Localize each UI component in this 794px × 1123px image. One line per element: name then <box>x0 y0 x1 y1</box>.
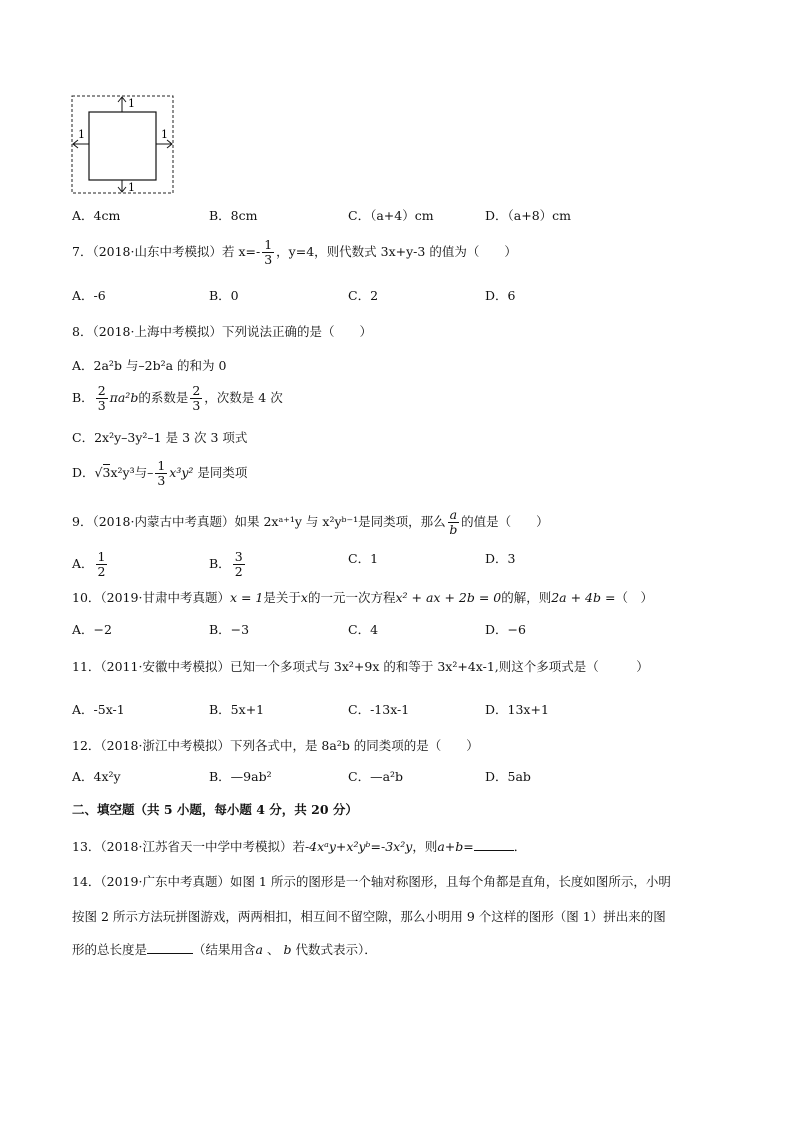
q12-option-b: B．—9ab² <box>209 769 272 784</box>
q8-option-a: A．2a²b 与–2b²a 的和为 0 <box>72 358 227 373</box>
q11-stem: 11．（2011·安徽中考模拟）已知一个多项式与 3x²+9x 的和等于 3x²+4x-1,则这个多项式是（ ） <box>72 659 649 674</box>
q10-options <box>72 621 632 639</box>
q13-answer-blank[interactable] <box>474 838 514 851</box>
q10-option-c: C．4 <box>348 622 379 637</box>
q12-stem: 12．（2018·浙江中考模拟）下列各式中，是 8a²b 的同类项的是（ ） <box>72 738 479 753</box>
q14-line-1: 14．（2019·广东中考真题）如图 1 所示的图形是一个轴对称图形，且每个角都是直角，长度如图所示，小明 <box>72 874 671 889</box>
q13-stem: 13．（2018·江苏省天一中学中考模拟）若-4xᵃy+x²yᵇ=-3x²y，则a+b= ． <box>72 839 527 854</box>
q9-option-a: A． $\frac{1}{2}$ <box>72 549 106 579</box>
q7-option-a: A．-6 <box>72 288 106 303</box>
q14-line-3: 形的总长度是 （结果用含a 、 b 代数式表示）． <box>72 942 377 957</box>
q6-option-a: A．4cm <box>72 208 121 223</box>
inner-square <box>89 112 156 180</box>
figure-label-right: 1 <box>161 128 168 141</box>
q6-option-d: D．（a+8）cm <box>485 208 572 223</box>
q11-option-b: B．5x+1 <box>209 702 265 717</box>
q10-option-a: A．−2 <box>72 622 112 637</box>
q8-option-c: C．2x²y–3y²–1 是 3 次 3 项式 <box>72 430 248 445</box>
q9-stem: 9．（2018·内蒙古中考真题）如果 2xᵃ⁺¹y 与 x²yᵇ⁻¹是同类项，那么 $\frac{a}{b}$ 的值是（ ） <box>72 507 549 537</box>
q6-option-c: C．（a+4）cm <box>348 208 434 223</box>
q12-option-c: C．—a²b <box>348 769 404 784</box>
q7-option-c: C．2 <box>348 288 379 303</box>
figure-label-bottom: 1 <box>128 181 135 194</box>
q14-line-2: 按图 2 所示方法玩拼图游戏，两两相扣，相互间不留空隙，那么小明用 9 个这样的图形（图 1）拼出来的图 <box>72 909 666 924</box>
q9-options <box>72 550 632 586</box>
q8-option-b: B． $\frac{2}{3}$ πa²b的系数是 $\frac{2}{3}$ ，次数是 4 次 <box>72 383 283 413</box>
q11-option-d: D．13x+1 <box>485 702 549 717</box>
q12-option-d: D．5ab <box>485 769 531 784</box>
q11-option-c: C．-13x-1 <box>348 702 410 717</box>
q7-stem: 7．（2018·山东中考模拟）若 x=- $\frac{1}{3}$ ，y=4，则代数式 3x+y-3 的值为（ ） <box>72 237 517 267</box>
q9-option-b: B． $\frac{3}{2}$ <box>209 549 243 579</box>
q10-option-b: B．−3 <box>209 622 250 637</box>
q12-options <box>72 768 632 786</box>
q7-option-d: D．6 <box>485 288 516 303</box>
section-heading-fill-in: 二、填空题（共 5 小题，每小题 4 分，共 20 分） <box>72 802 358 817</box>
q7-options <box>72 287 632 305</box>
q9-option-d: D．3 <box>485 551 516 566</box>
q14-answer-blank[interactable] <box>147 941 193 954</box>
q8-stem: 8．（2018·上海中考模拟）下列说法正确的是（ ） <box>72 324 372 339</box>
figure-label-top: 1 <box>128 97 135 110</box>
q12-option-a: A．4x²y <box>72 769 121 784</box>
q10-option-d: D．−6 <box>485 622 526 637</box>
sqrt-symbol: √ <box>94 465 103 480</box>
q10-stem: 10．（2019·甘肃中考真题）x = 1是关于x的一元一次方程x² + ax + 2b = 0的解，则2a + 4b =（ ） <box>72 590 653 605</box>
q7-option-b: B．0 <box>209 288 239 303</box>
q8-option-d: D．√3x²y³与– $\frac{1}{3}$ x³y² 是同类项 <box>72 458 248 488</box>
square-figure <box>70 94 176 196</box>
q7-fraction: $\frac{1}{3}$ <box>264 237 273 267</box>
q11-options <box>72 701 632 719</box>
q9-option-c: C．1 <box>348 551 379 566</box>
figure-label-left: 1 <box>78 128 85 141</box>
q6-options <box>72 207 632 225</box>
q11-option-a: A．-5x-1 <box>72 702 125 717</box>
q6-option-b: B．8cm <box>209 208 258 223</box>
